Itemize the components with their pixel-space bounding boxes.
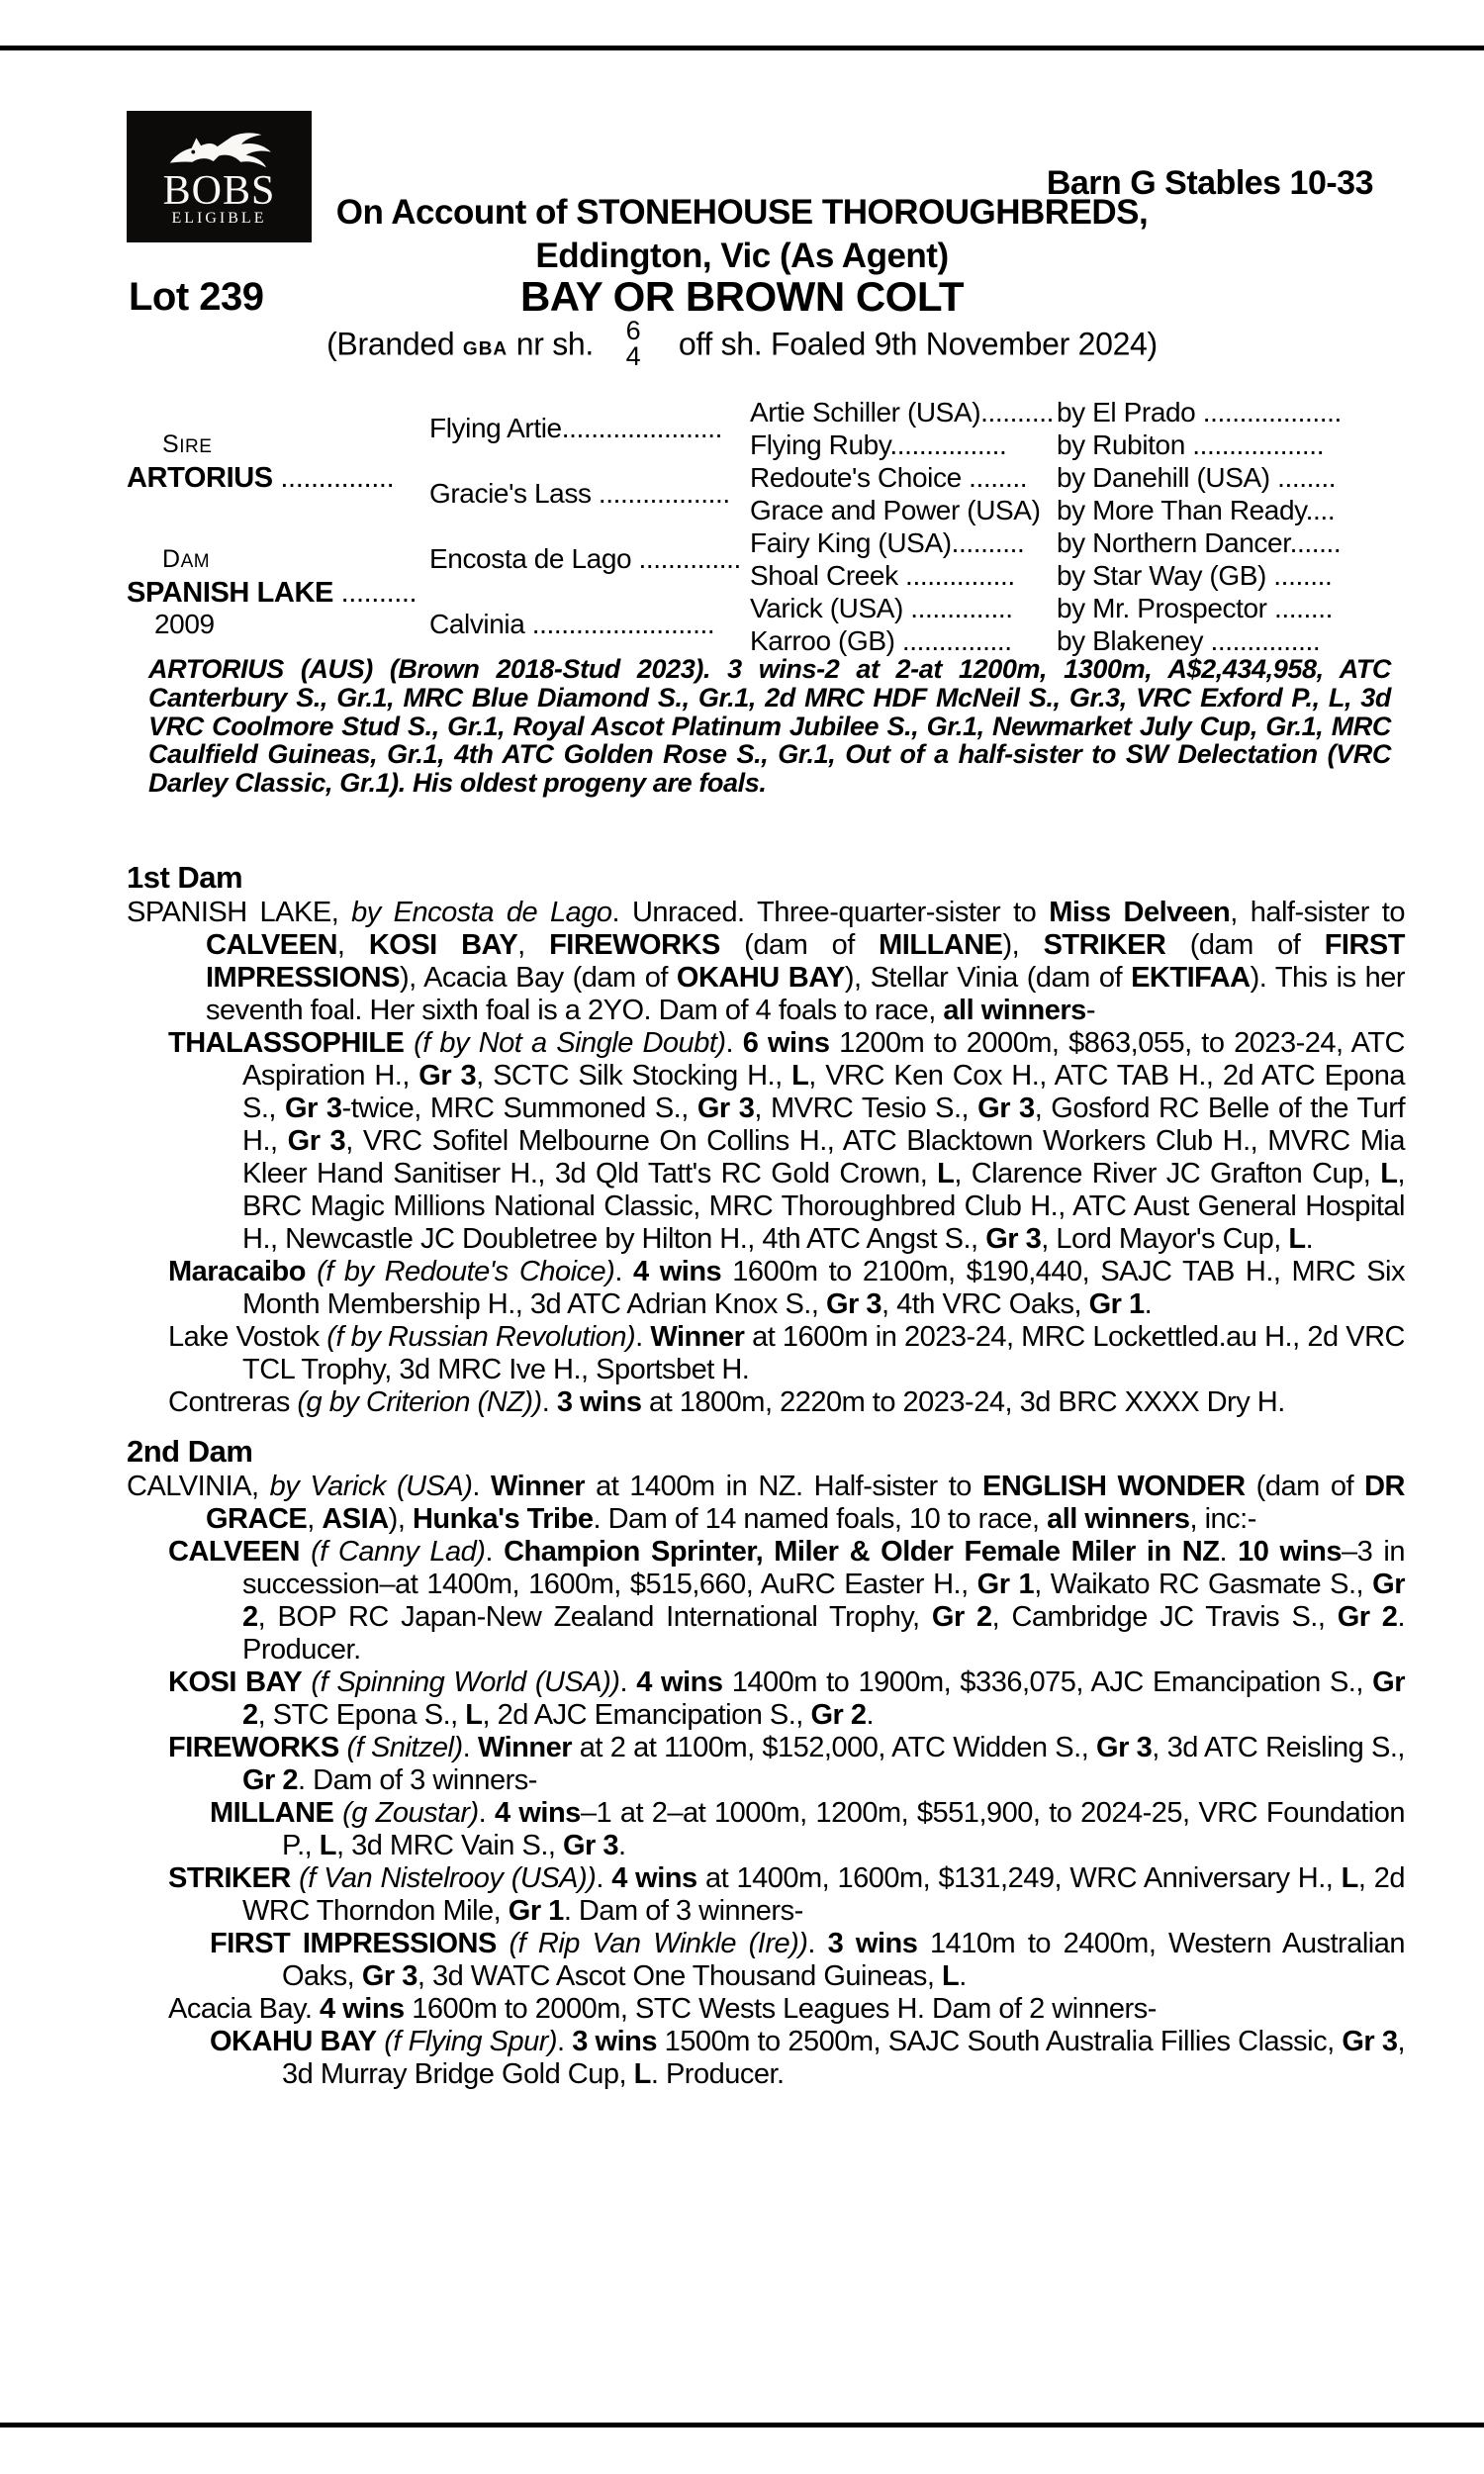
- horse-head-icon: [159, 129, 280, 172]
- text-run: Gr 2: [1337, 1601, 1398, 1633]
- text-run: , 3d MRC Vain S.,: [336, 1830, 563, 1861]
- text-run: Gr 3: [287, 1125, 346, 1157]
- text-run: (dam of: [1165, 929, 1325, 961]
- text-run: (dam of: [719, 929, 880, 961]
- text-run: Lake Vostok: [168, 1321, 327, 1353]
- sire-name: [127, 462, 429, 494]
- pedigree-entry: [127, 1666, 1405, 1732]
- text-run: 4 wins: [494, 1797, 581, 1829]
- text-run: .: [619, 1666, 637, 1698]
- text-run: , 3d WATC Ascot One Thousand Guineas,: [417, 1960, 942, 1992]
- pedigree-entry: [127, 1928, 1405, 1993]
- text-run: .: [1144, 1288, 1153, 1320]
- text-run: [291, 1862, 299, 1894]
- pedigree-sections: [127, 861, 1405, 2091]
- text-run: 1500m to 2500m, SAJC South Australia Fillies Classic,: [657, 2026, 1343, 2057]
- bottom-rule: [0, 2423, 1484, 2427]
- pedigree-gen3-sire: by Rubiton ..................: [1057, 429, 1325, 460]
- text-run: (f Rip Van Winkle (Ire)): [509, 1928, 808, 1959]
- text-run: L: [465, 1699, 483, 1731]
- pedigree-gen2-name: Encosta de Lago ..............: [429, 543, 741, 574]
- text-run: EKTIFAA: [1131, 962, 1251, 994]
- text-run: (f Canny Lad): [311, 1536, 486, 1568]
- dam-name: [127, 577, 429, 609]
- text-run: [300, 1536, 311, 1568]
- text-run: Winner: [478, 1732, 573, 1763]
- text-run: L: [1341, 1862, 1358, 1894]
- pedigree-entry: [127, 1321, 1405, 1386]
- text-run: MILLANE: [879, 929, 1003, 961]
- text-run: , SCTC Silk Stocking H.,: [476, 1060, 792, 1092]
- text-run: , 2d WRC Thorndon Mile,: [242, 1862, 1405, 1927]
- pedigree-entry: [127, 1386, 1405, 1419]
- pedigree-entry: [127, 1862, 1405, 1928]
- pedigree-gen3-sire: by Mr. Prospector ........: [1057, 593, 1334, 623]
- text-run: (f Snitzel): [346, 1732, 463, 1763]
- pedigree-gen3-sire: by Blakeney ...............: [1057, 625, 1321, 656]
- text-run: THALASSOPHILE: [168, 1027, 405, 1059]
- text-run: , Gosford RC Belle of the Turf H.,: [242, 1093, 1406, 1157]
- text-run: [333, 1797, 342, 1829]
- text-run: Gr 3: [1096, 1732, 1153, 1763]
- text-run: , VRC Sofitel Melbourne On Collins H., ATC Blacktown Workers Club H., MVRC Mia Kleer Hand Sanitiser H., 3d Qld Tatt's RC Gold Crown,: [242, 1125, 1405, 1189]
- text-run: Gr 3: [985, 1223, 1042, 1255]
- vendor-account-line2: Eddington, Vic (As Agent): [535, 237, 949, 275]
- text-run: all winners: [1047, 1503, 1190, 1535]
- text-run: [404, 1027, 414, 1059]
- pedigree-dam-block: [127, 526, 429, 657]
- text-run: Acacia Bay.: [168, 1993, 321, 2025]
- text-run: (f by Redoute's Choice): [317, 1256, 615, 1287]
- text-run: .: [614, 1256, 633, 1287]
- text-run: , VRC Ken Cox H., ATC TAB H., 2d ATC Epona S.,: [242, 1060, 1405, 1124]
- text-run: OKAHU BAY: [210, 2026, 377, 2057]
- text-run: STRIKER: [1043, 929, 1166, 961]
- pedigree-gen3-name: Grace and Power (USA): [750, 495, 1041, 525]
- text-run: .: [725, 1027, 743, 1059]
- text-run: Gr 3: [696, 1093, 755, 1124]
- pedigree-entry: [127, 2026, 1405, 2091]
- text-run: 3 wins: [572, 2026, 658, 2057]
- dam-dots: ..........: [332, 576, 417, 609]
- text-run: CALVINIA,: [127, 1471, 270, 1502]
- branded-prefix: (Branded: [326, 326, 455, 362]
- text-run: FIREWORKS: [168, 1732, 339, 1763]
- text-run: L: [941, 1960, 960, 1992]
- pedigree-sire-block: [127, 396, 429, 526]
- text-run: , Cambridge JC Travis S.,: [991, 1601, 1338, 1633]
- text-run: 1600m to 2100m, $190,440, SAJC TAB H., MRC Six Month Membership H., 3d ATC Adrian Knox S.,: [242, 1256, 1405, 1320]
- text-run: (g by Criterion (NZ)): [297, 1386, 542, 1418]
- text-run: Champion Sprinter, Miler & Older Female Miler in NZ: [504, 1536, 1220, 1568]
- text-run: . Unraced. Three-quarter-sister to: [611, 897, 1050, 928]
- pedigree-entry: [127, 1471, 1405, 1536]
- text-run: ,: [517, 929, 550, 961]
- text-run: L: [319, 1830, 336, 1861]
- pedigree-gen2-name: Flying Artie......................: [429, 413, 723, 443]
- text-run: 4 wins: [320, 1993, 405, 2025]
- pedigree-gen2-name: Gracie's Lass ..................: [429, 478, 730, 509]
- text-run: . Dam of 3 winners-: [298, 1764, 537, 1796]
- text-run: DR GRACE: [206, 1471, 1405, 1535]
- sire-dots: ...............: [272, 461, 395, 494]
- text-run: , 3d ATC Reisling S.,: [1152, 1732, 1405, 1763]
- text-run: (f by Not a Single Doubt): [414, 1027, 726, 1059]
- text-run: , MVRC Tesio S.,: [754, 1093, 978, 1124]
- text-run: Gr 3: [285, 1093, 342, 1124]
- text-run: .: [485, 1536, 505, 1568]
- text-run: .: [557, 2026, 573, 2057]
- text-run: KOSI BAY: [168, 1666, 303, 1698]
- text-run: Gr 3: [1342, 2026, 1398, 2057]
- text-run: (f Flying Spur): [384, 2026, 558, 2057]
- text-run: ASIA: [322, 1503, 389, 1535]
- pedigree-entry: [127, 1536, 1405, 1666]
- horse-title: BAY OR BROWN COLT: [519, 273, 965, 320]
- text-run: , half-sister to: [1230, 897, 1405, 928]
- text-run: 1200m to 2000m, $863,055, to 2023-24, ATC Aspiration H.,: [242, 1027, 1405, 1092]
- pedigree-entry: [127, 1027, 1405, 1256]
- text-run: Gr 3: [361, 1960, 417, 1992]
- text-run: FIRST IMPRESSIONS: [210, 1928, 497, 1959]
- text-run: ), Stellar Vinia (dam of: [844, 962, 1132, 994]
- text-run: (f Van Nistelrooy (USA)): [299, 1862, 597, 1894]
- text-run: .: [472, 1471, 492, 1502]
- text-run: (f Spinning World (USA)): [311, 1666, 620, 1698]
- text-run: -: [1085, 995, 1095, 1026]
- text-run: .: [959, 1960, 967, 1992]
- text-run: 3 wins: [827, 1928, 918, 1959]
- dam-year: 2009: [154, 608, 215, 639]
- text-run: (g Zoustar): [342, 1797, 479, 1829]
- dam-name-text: SPANISH LAKE: [127, 576, 333, 609]
- pedigree-gen3-name: Varick (USA) ..............: [750, 593, 1013, 623]
- text-run: ENGLISH WONDER: [982, 1471, 1246, 1502]
- text-run: , BRC Magic Millions National Classic, MRC Thoroughbred Club H., ATC Aust General Hospital H., Newcastle JC Doubletree by Hilton H., 4th ATC Angst S.,: [242, 1158, 1406, 1255]
- branded-suffix: off sh. Foaled 9th November 2024): [678, 326, 1158, 362]
- sire-label: SIRE: [162, 429, 213, 458]
- text-run: 4 wins: [633, 1256, 722, 1287]
- logo-text-eligible: ELIGIBLE: [171, 209, 267, 227]
- text-run: ,: [307, 1503, 323, 1535]
- text-run: 1600m to 2000m, STC Wests Leagues H. Dam of 2 winners-: [404, 1993, 1157, 2025]
- text-run: , 2d AJC Emancipation S.,: [482, 1699, 811, 1731]
- text-run: –3 in succession–at 1400m, 1600m, $515,660, AuRC Easter H.,: [242, 1536, 1405, 1600]
- text-run: .: [462, 1732, 478, 1763]
- text-run: .: [541, 1386, 557, 1418]
- text-run: .: [478, 1797, 495, 1829]
- text-run: 1410m to 2400m, Western Australian Oaks,: [282, 1928, 1405, 1992]
- section-heading: 2nd Dam: [127, 1434, 253, 1469]
- text-run: -twice, MRC Summoned S.,: [341, 1093, 697, 1124]
- pedigree-gen3-name: Fairy King (USA)..........: [750, 527, 1025, 558]
- pedigree-gen3-sire: by Danehill (USA) ........: [1057, 462, 1337, 493]
- text-run: .: [596, 1862, 612, 1894]
- text-run: Gr 1: [976, 1569, 1035, 1600]
- text-run: Miss Delveen: [1049, 897, 1231, 928]
- text-run: at 1400m in NZ. Half-sister to: [585, 1471, 982, 1502]
- text-run: OKAHU BAY: [676, 962, 845, 994]
- brand-code: GBA: [462, 338, 509, 360]
- text-run: MILLANE: [210, 1797, 334, 1829]
- text-run: Maracaibo: [168, 1256, 306, 1287]
- brand-number-top: 6: [625, 316, 641, 345]
- text-run: ). This is her seventh foal. Her sixth foal is a 2YO. Dam of 4 foals to race,: [206, 962, 1406, 1026]
- text-run: L: [633, 2058, 651, 2090]
- pedigree-entry: [127, 1256, 1405, 1321]
- pedigree-gen3-name: Artie Schiller (USA)..........: [750, 397, 1054, 428]
- pedigree-table: [127, 396, 1385, 657]
- text-run: Gr 3: [418, 1060, 477, 1092]
- text-run: 4 wins: [611, 1862, 697, 1894]
- pedigree-gen3-sire: by Star Way (GB) ........: [1057, 560, 1333, 591]
- text-run: 1400m to 1900m, $336,075, AJC Emancipation S.,: [722, 1666, 1373, 1698]
- text-run: FIREWORKS: [549, 929, 720, 961]
- branded-line: [0, 316, 1484, 372]
- text-run: Gr 2: [242, 1569, 1405, 1633]
- pedigree-entry: [127, 1993, 1405, 2026]
- text-run: L: [1288, 1223, 1306, 1255]
- pedigree-entry: [127, 1732, 1405, 1797]
- brand-number-stack: [626, 318, 641, 369]
- text-run: Gr 1: [508, 1895, 564, 1927]
- text-run: .: [866, 1699, 875, 1731]
- text-run: ),: [388, 1503, 413, 1535]
- text-run: Gr 3: [977, 1093, 1035, 1124]
- text-run: CALVEEN: [206, 929, 337, 961]
- text-run: .: [1219, 1536, 1239, 1568]
- text-run: .: [807, 1928, 828, 1959]
- text-run: Gr 2: [242, 1666, 1405, 1731]
- text-run: .: [618, 1830, 626, 1861]
- text-run: at 1800m, 2220m to 2023-24, 3d BRC XXXX Dry H.: [641, 1386, 1285, 1418]
- text-run: , Clarence River JC Grafton Cup,: [954, 1158, 1381, 1189]
- text-run: all winners: [943, 995, 1086, 1026]
- text-run: , 4th VRC Oaks,: [881, 1288, 1089, 1320]
- text-run: L: [937, 1158, 955, 1189]
- text-run: STRIKER: [168, 1862, 291, 1894]
- text-run: (dam of: [1245, 1471, 1365, 1502]
- text-run: [306, 1256, 317, 1287]
- text-run: Winner: [491, 1471, 586, 1502]
- text-run: . Producer.: [650, 2058, 785, 2090]
- text-run: by Varick (USA): [269, 1471, 473, 1502]
- sire-summary: ARTORIUS (AUS) (Brown 2018-Stud 2023). 3 wins-2 at 2-at 1200m, 1300m, A$2,434,958, ATC Canterbury S., Gr.1, MRC Blue Diamond S., Gr.1, 2d MRC HDF McNeil S., Gr.3, VRC Exford P., L, 3d VRC Coolmore Stud S., Gr.1, Royal Ascot Platinum Jubilee S., Gr.1, Newmarket July Cup, Gr.1, MRC Caulfield Guineas, Gr.1, 4th ATC Golden Rose S., Gr.1, Out of a half-sister to SW Delectation (VRC Darley Classic, Gr.1). His oldest progeny are foals.: [148, 654, 1391, 799]
- pedigree-gen3-name: Flying Ruby................: [750, 429, 1007, 460]
- text-run: , Lord Mayor's Cup,: [1041, 1223, 1289, 1255]
- text-run: –1 at 2–at 1000m, 1200m, $551,900, to 2024-25, VRC Foundation P.,: [282, 1797, 1405, 1861]
- text-run: Gr 2: [810, 1699, 867, 1731]
- text-run: 4 wins: [636, 1666, 723, 1698]
- text-run: , STC Epona S.,: [257, 1699, 466, 1731]
- sire-name-text: ARTORIUS: [127, 461, 273, 494]
- text-run: SPANISH LAKE,: [127, 897, 352, 928]
- section-heading: 1st Dam: [127, 860, 243, 895]
- text-run: Gr 1: [1088, 1288, 1145, 1320]
- text-run: ),: [1002, 929, 1044, 961]
- text-run: (f by Russian Revolution): [326, 1321, 636, 1353]
- text-run: , Waikato RC Gasmate S.,: [1034, 1569, 1373, 1600]
- vendor-account-line1: On Account of STONEHOUSE THOROUGHBREDS,: [335, 193, 1149, 232]
- text-run: Gr 2: [242, 1764, 299, 1796]
- text-run: 6 wins: [742, 1027, 830, 1059]
- pedigree-entry: [127, 1797, 1405, 1862]
- text-run: . Dam of 3 winners-: [563, 1895, 803, 1927]
- pedigree-gen3-name: Shoal Creek ...............: [750, 560, 1015, 591]
- text-run: FIRST IMPRESSIONS: [206, 929, 1405, 994]
- text-run: .: [1305, 1223, 1314, 1255]
- barn-stables-line: Barn G Stables 10-33: [1046, 164, 1373, 202]
- text-run: .: [635, 1321, 651, 1353]
- text-run: L: [791, 1060, 809, 1092]
- text-run: 10 wins: [1238, 1536, 1342, 1568]
- logo-text-bobs: BOBS: [162, 167, 276, 214]
- pedigree-gen3-sire: by More Than Ready....: [1057, 495, 1336, 525]
- pedigree-gen3-sire: by El Prado ...................: [1057, 397, 1342, 428]
- pedigree-gen3-sire: by Northern Dancer.......: [1057, 527, 1342, 558]
- text-run: Winner: [650, 1321, 745, 1353]
- vendor-account-block: [0, 191, 1484, 278]
- text-run: CALVEEN: [168, 1536, 300, 1568]
- dam-label: DAM: [162, 544, 211, 573]
- text-run: at 1600m in 2023-24, MRC Lockettled.au H., 2d VRC TCL Trophy, 3d MRC Ive H., Sportsbet H.: [242, 1321, 1405, 1385]
- text-run: , inc:-: [1189, 1503, 1256, 1535]
- text-run: Contreras: [168, 1386, 298, 1418]
- text-run: ), Acacia Bay (dam of: [399, 962, 677, 994]
- lot-number: Lot 239: [129, 275, 264, 319]
- text-run: Gr 3: [563, 1830, 619, 1861]
- pedigree-gen3-name: Karroo (GB) ...............: [750, 625, 1012, 656]
- text-run: ,: [336, 929, 369, 961]
- text-run: . Producer.: [242, 1601, 1405, 1665]
- text-run: 3 wins: [556, 1386, 642, 1418]
- text-run: [497, 1928, 510, 1959]
- text-run: Gr 2: [931, 1601, 992, 1633]
- pedigree-entry: [127, 897, 1405, 1027]
- text-run: , 3d Murray Bridge Gold Cup,: [282, 2026, 1406, 2090]
- pedigree-gen3-name: Redoute's Choice ........: [750, 462, 1028, 493]
- text-run: Gr 3: [825, 1288, 881, 1320]
- text-run: at 1400m, 1600m, $131,249, WRC Anniversary H.,: [696, 1862, 1342, 1894]
- text-run: L: [1380, 1158, 1398, 1189]
- text-run: Hunka's Tribe: [412, 1503, 594, 1535]
- top-rule: [0, 46, 1484, 50]
- text-run: . Dam of 14 named foals, 10 to race,: [593, 1503, 1048, 1535]
- text-run: , BOP RC Japan-New Zealand International Trophy,: [257, 1601, 932, 1633]
- text-run: KOSI BAY: [368, 929, 518, 961]
- branded-mid: nr sh.: [515, 326, 594, 362]
- brand-number-bottom: 4: [625, 341, 641, 371]
- text-run: by Encosta de Lago: [351, 897, 612, 928]
- text-run: at 2 at 1100m, $152,000, ATC Widden S.,: [572, 1732, 1097, 1763]
- pedigree-gen2-name: Calvinia .........................: [429, 609, 715, 639]
